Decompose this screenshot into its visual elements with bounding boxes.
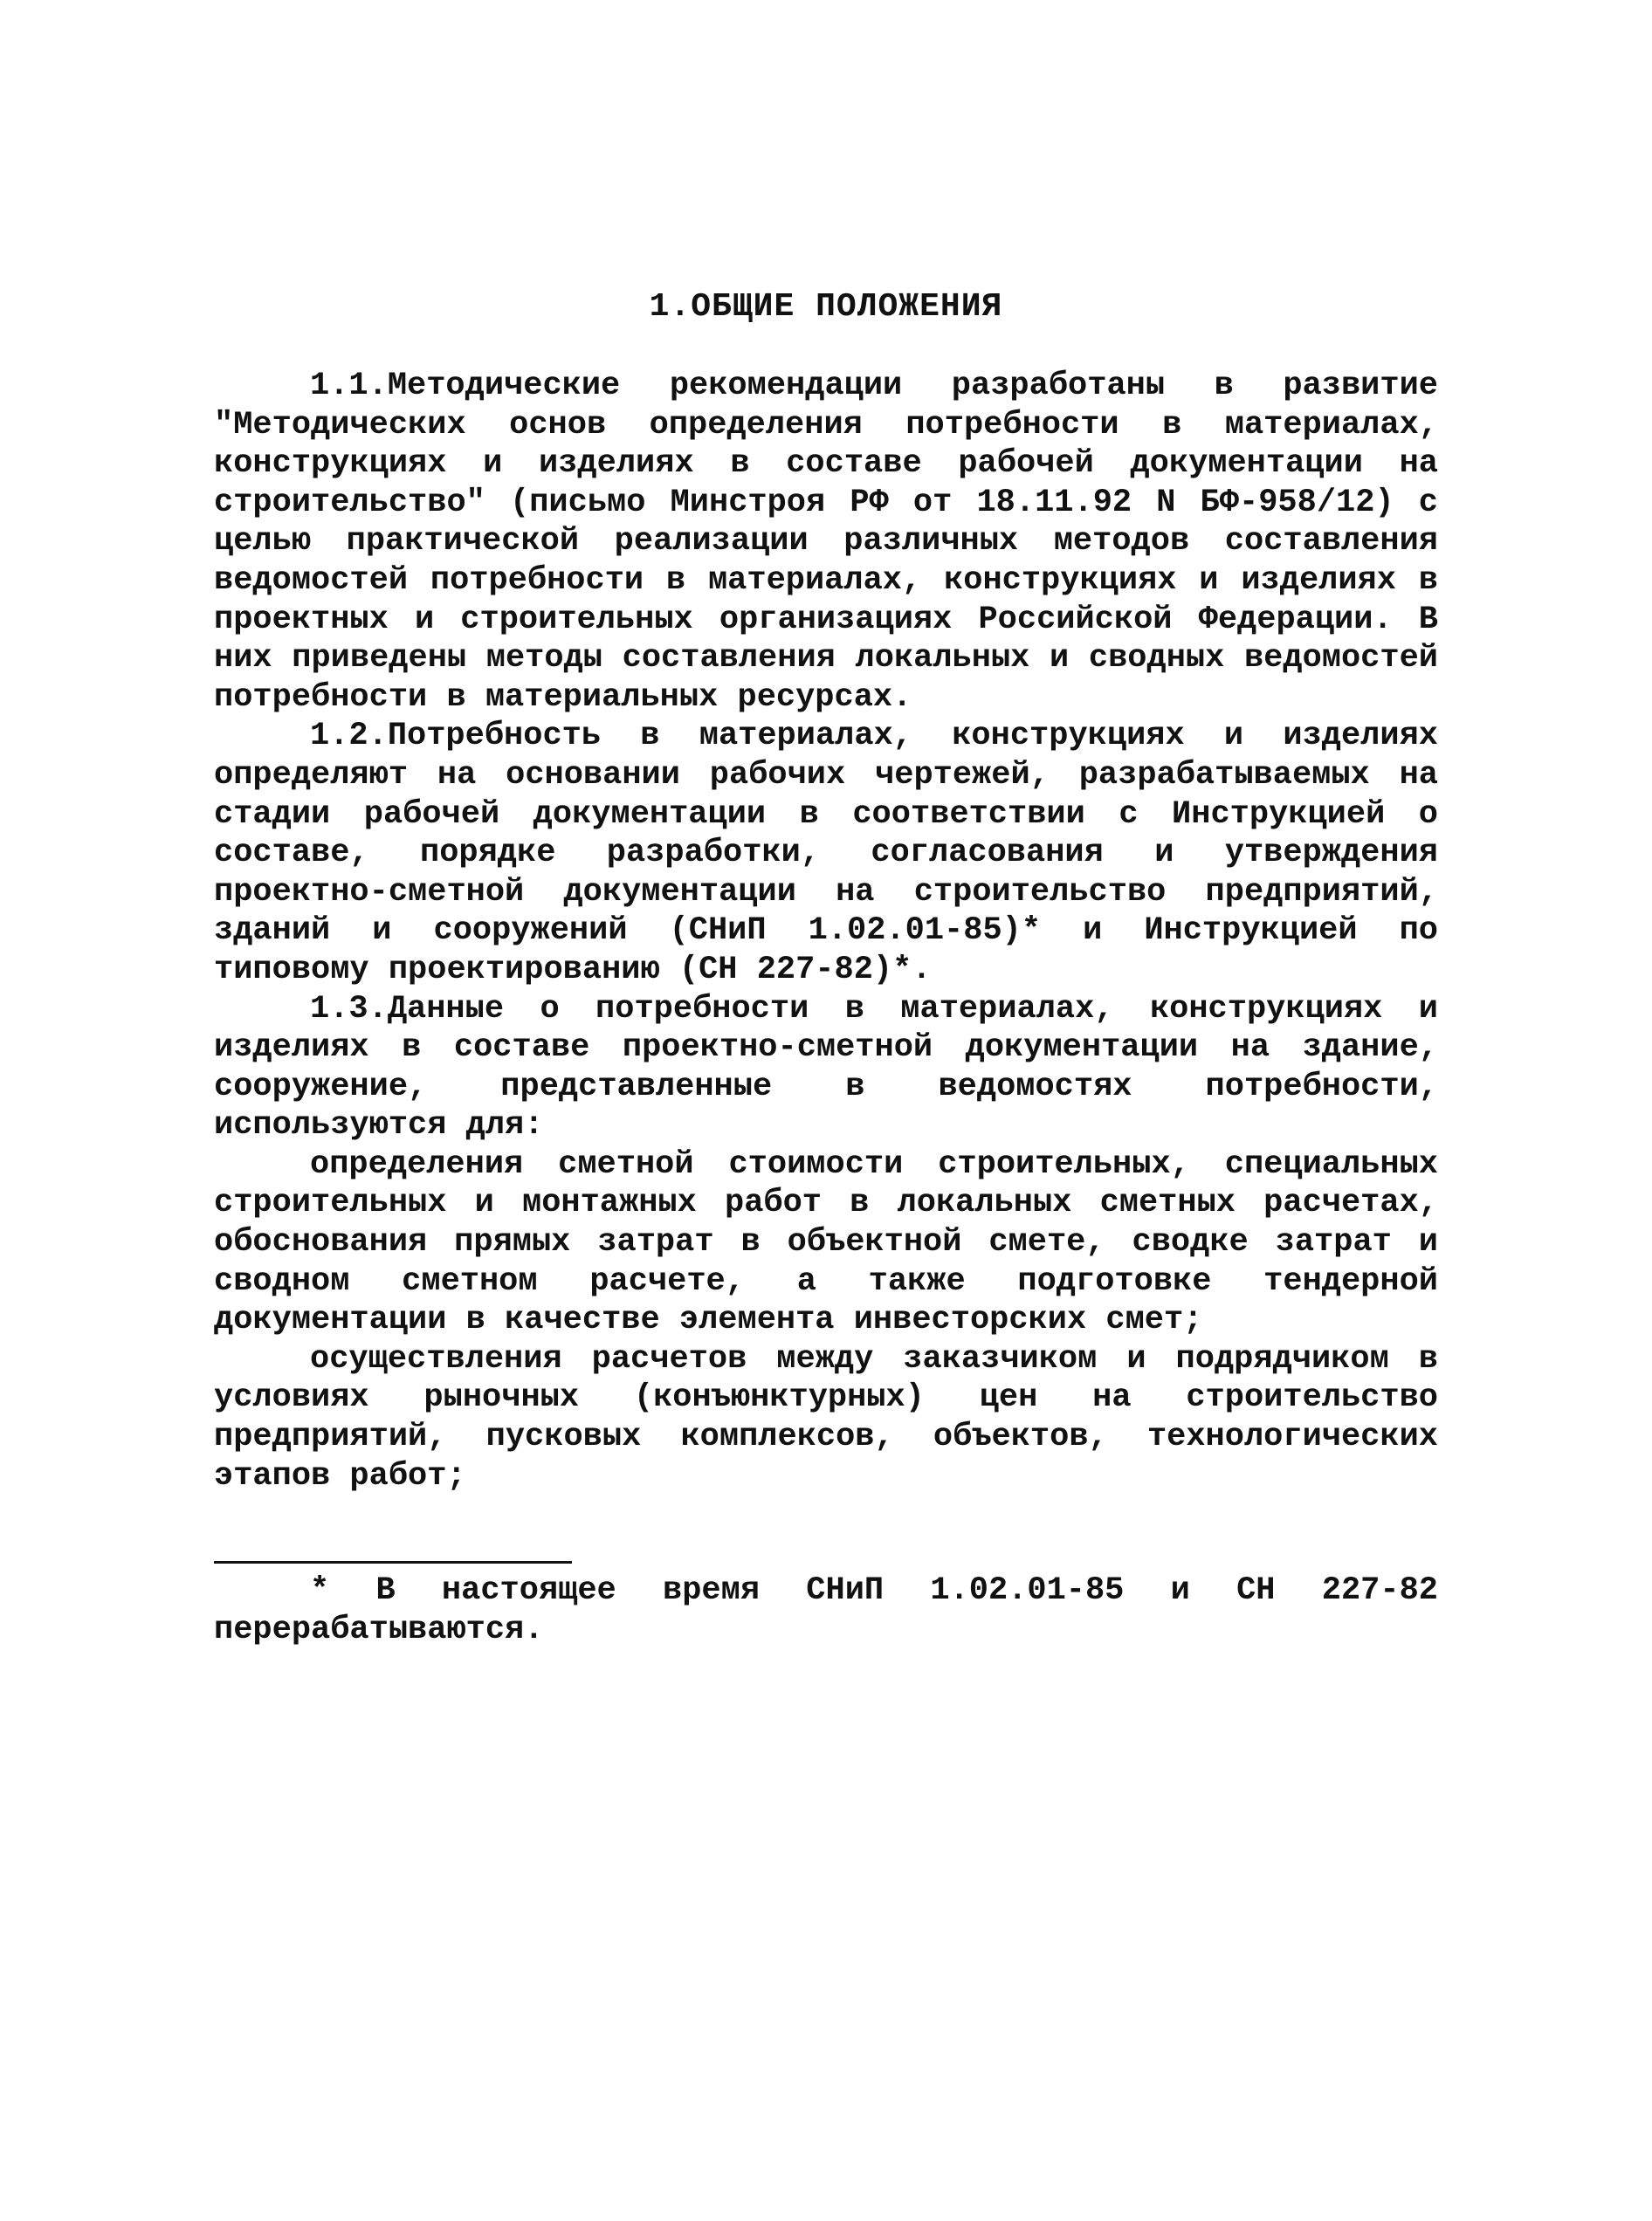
footnote-divider — [214, 1561, 572, 1564]
paragraph-1-2: 1.2.Потребность в материалах, конструкциях и изделиях определяют на основании рабочих чертежей, разрабатываемых на стадии рабочей документации в соответствии с Инструкцией о составе, порядке разработки, согласования и утверждения проектно-сметной документации на строительство предприятий, зданий и сооружений (СНиП 1.02.01-85)* и Инструкцией по типовому проектированию (СН 227-82)*. — [214, 718, 1438, 988]
body-text — [214, 367, 1438, 1496]
paragraph-1-1: 1.1.Методические рекомендации разработаны в развитие "Методических основ определения потребности в материалах, конструкциях и изделиях в составе рабочей документации на строительство" (письмо Минстроя РФ от 18.11.92 N БФ-958/12) с целью практической реализации различных методов составления ведомостей потребности в материалах, конструкциях и изделиях в проектных и строительных организациях Российской Федерации. В них приведены методы составления локальных и сводных ведомостей потребности в материальных ресурсах. — [214, 368, 1438, 716]
footnote: * В настоящее время СНиП 1.02.01-85 и СН 227-82 перерабатываются. — [214, 1572, 1438, 1648]
list-item-settlements: осуществления расчетов между заказчиком и подрядчиком в условиях рыночных (конъюнктурных) цен на строительство предприятий, пусковых комплексов, объектов, технологических этапов работ; — [214, 1340, 1438, 1495]
paragraph-1-3: 1.3.Данные о потребности в материалах, конструкциях и изделиях в составе проектно-сметной документации на здание, сооружение, представленные в ведомостях потребности, используются для: — [214, 990, 1438, 1145]
section-heading: 1.ОБЩИЕ ПОЛОЖЕНИЯ — [649, 288, 1003, 326]
list-item-cost-estimation: определения сметной стоимости строительных, специальных строительных и монтажных работ в локальных сметных расчетах, обоснования прямых затрат в объектной смете, сводке затрат и сводном сметном расчете, а также подготовке тендерной документации в качестве элемента инвесторских смет; — [214, 1145, 1438, 1339]
